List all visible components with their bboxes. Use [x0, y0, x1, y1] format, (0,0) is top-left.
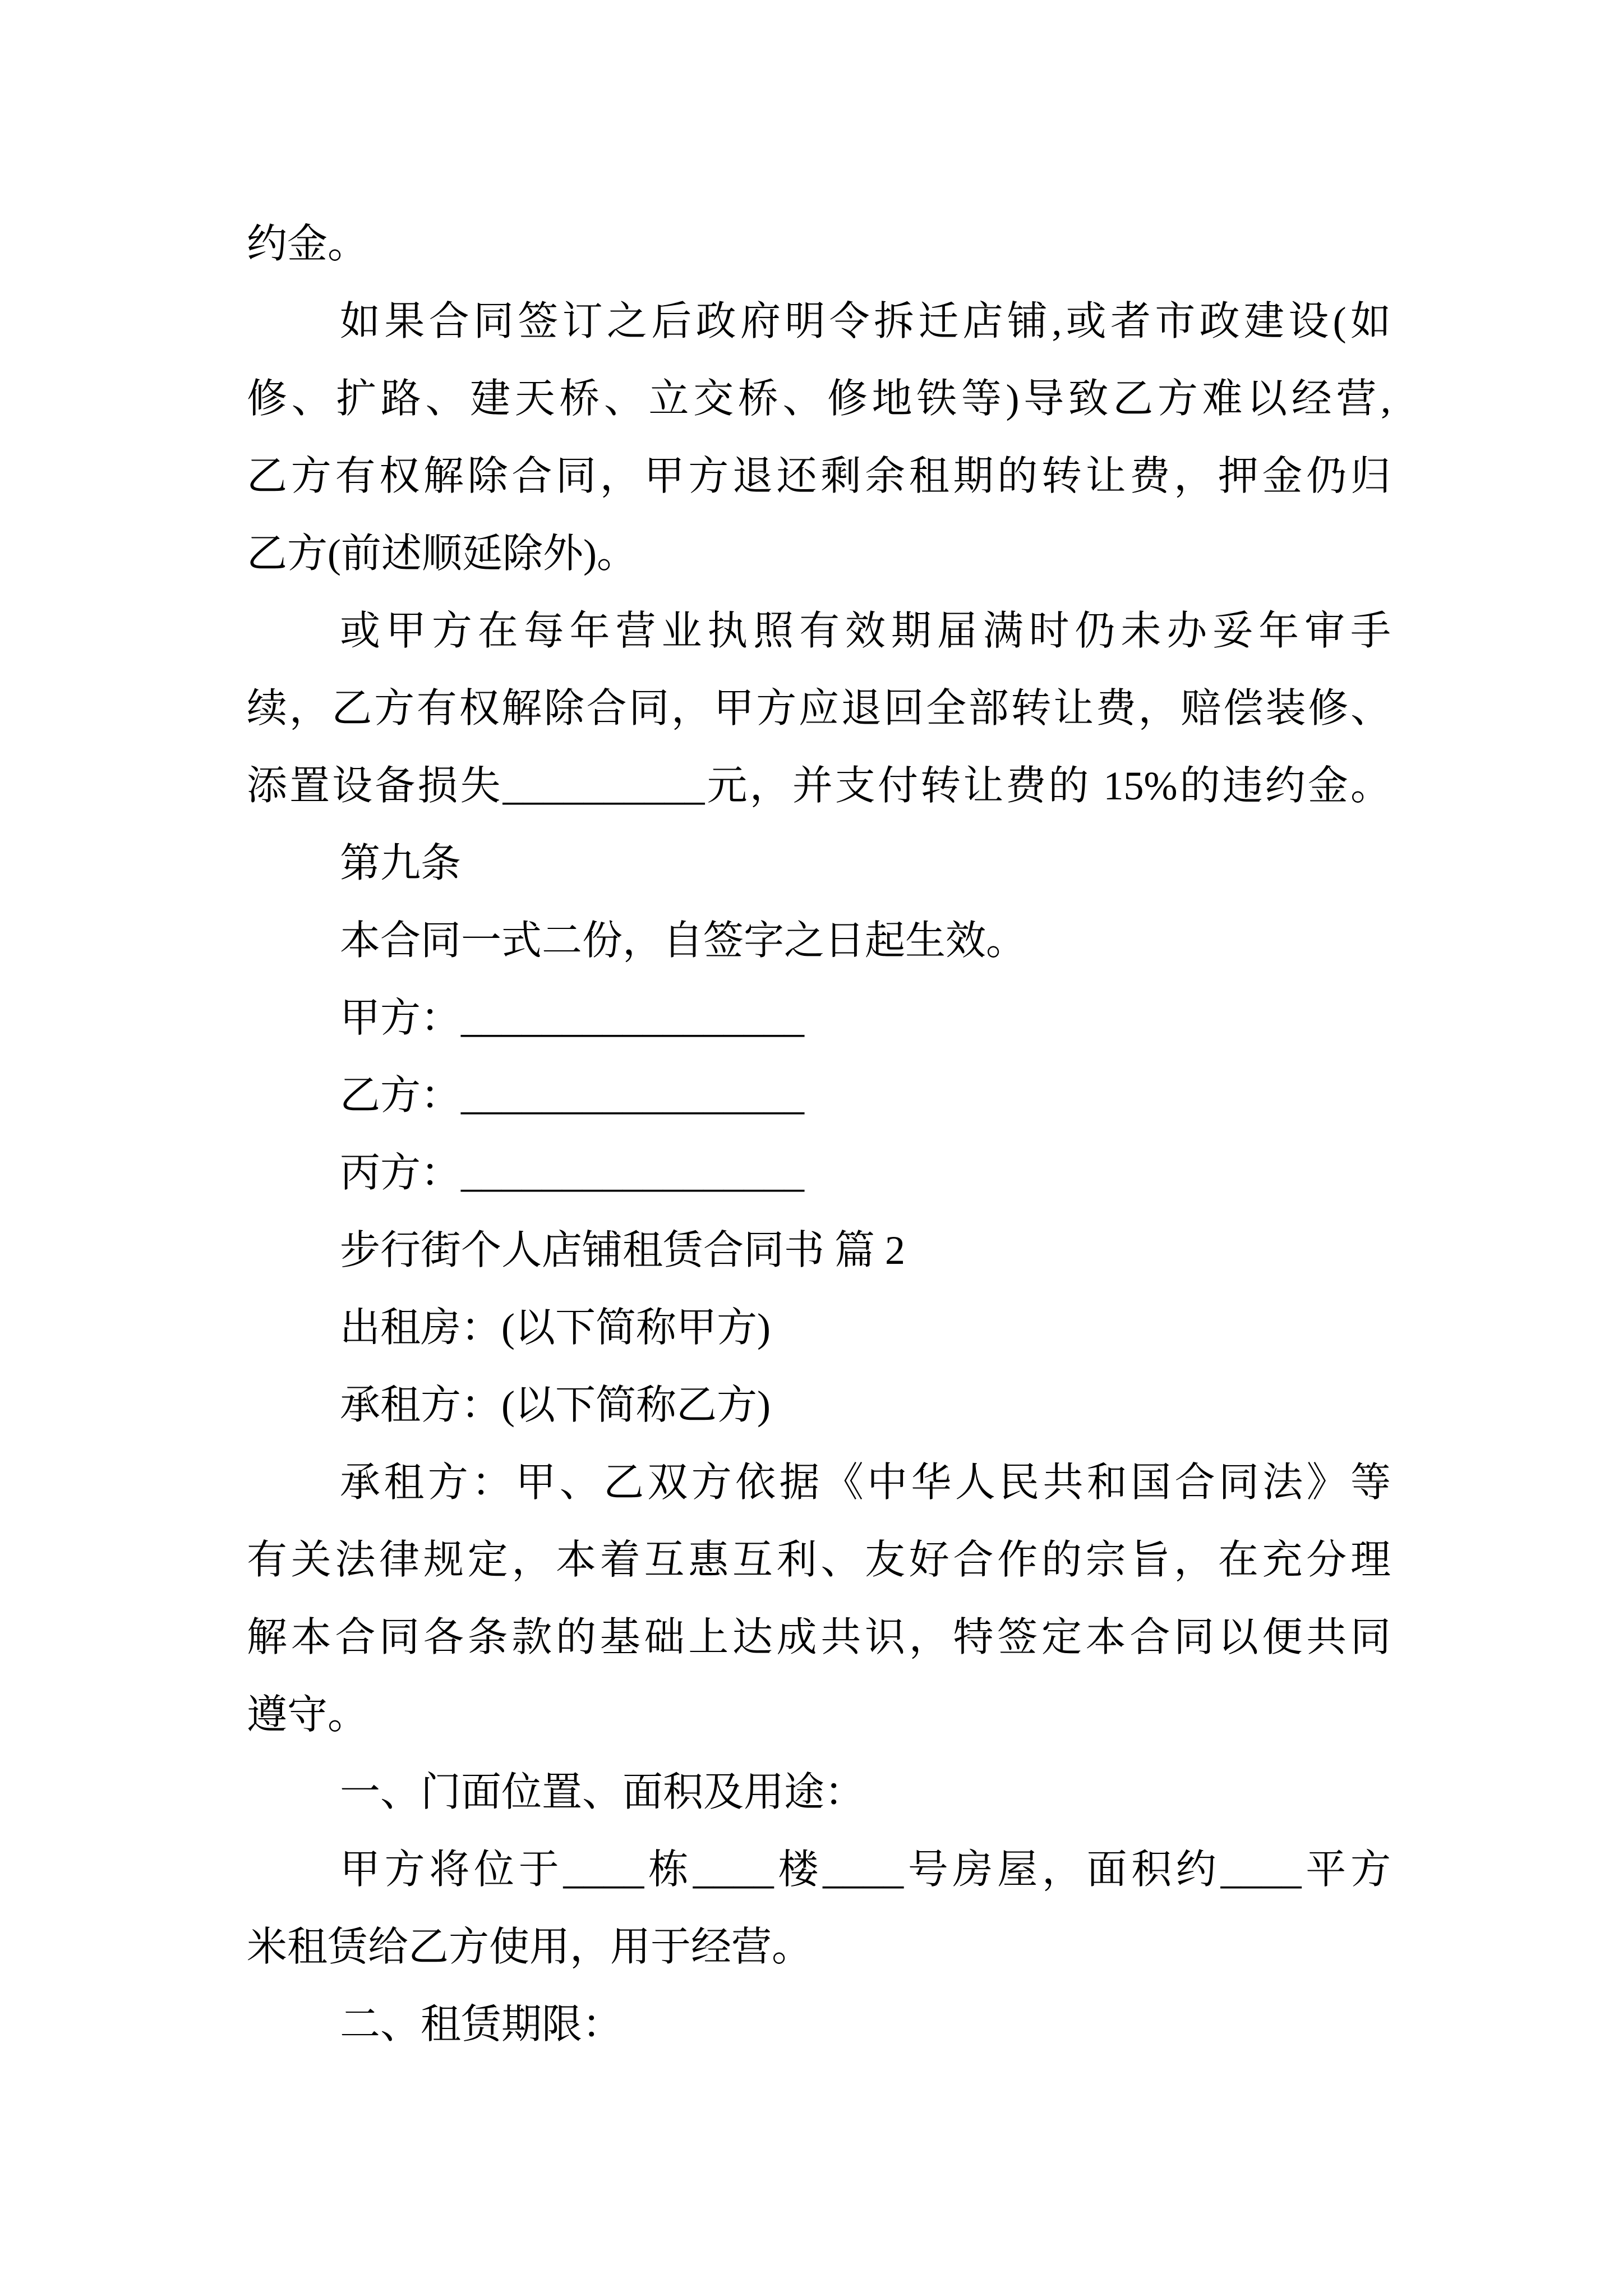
text-line: 承租方：(以下简称乙方) — [340, 1383, 771, 1428]
text-line: 乙方有权解除合同，甲方退还剩余租期的转让费，押金仍归 — [247, 454, 1391, 499]
text-line: 如果合同签订之后政府明令拆迁店铺,或者市政建设(如 — [340, 299, 1391, 344]
text-line: 或甲方在每年营业执照有效期届满时仍未办妥年审手 — [340, 609, 1391, 654]
contract-text-body — [247, 205, 1391, 2063]
text-line: 二、租赁期限： — [340, 2002, 623, 2047]
text-line: 第九条 — [340, 841, 462, 886]
text-line: 丙方：_________________ — [340, 1151, 805, 1195]
text-line: 出租房：(以下简称甲方) — [340, 1305, 771, 1350]
text-line: 本合同一式二份，自签字之日起生效。 — [340, 918, 1027, 963]
text-line: 有关法律规定，本着互惠互利、友好合作的宗旨，在充分理 — [247, 1538, 1391, 1582]
text-line: 承租方：甲、乙双方依据《中华人民共和国合同法》等 — [340, 1460, 1391, 1505]
text-line: 甲方：_________________ — [340, 996, 805, 1041]
text-line: 步行街个人店铺租赁合同书 篇 2 — [340, 1228, 906, 1273]
text-line: 添置设备损失__________元，并支付转让费的 15%的违约金。 — [247, 763, 1391, 808]
text-line: 解本合同各条款的基础上达成共识，特签定本合同以便共同 — [247, 1615, 1391, 1660]
text-line: 甲方将位于____栋____楼____号房屋，面积约____平方 — [340, 1847, 1391, 1892]
text-line: 一、门面位置、面积及用途： — [340, 1770, 865, 1815]
text-line: 米租赁给乙方使用，用于经营。 — [247, 1925, 813, 1970]
text-line: 乙方(前述顺延除外)。 — [247, 531, 637, 576]
text-line: 续，乙方有权解除合同，甲方应退回全部转让费，赔偿装修、 — [247, 686, 1391, 731]
text-line: 乙方：_________________ — [340, 1073, 805, 1118]
text-line: 遵守。 — [247, 1692, 368, 1737]
text-line: 修、扩路、建天桥、立交桥、修地铁等)导致乙方难以经营, — [247, 376, 1391, 421]
text-line: 约金。 — [247, 222, 368, 266]
